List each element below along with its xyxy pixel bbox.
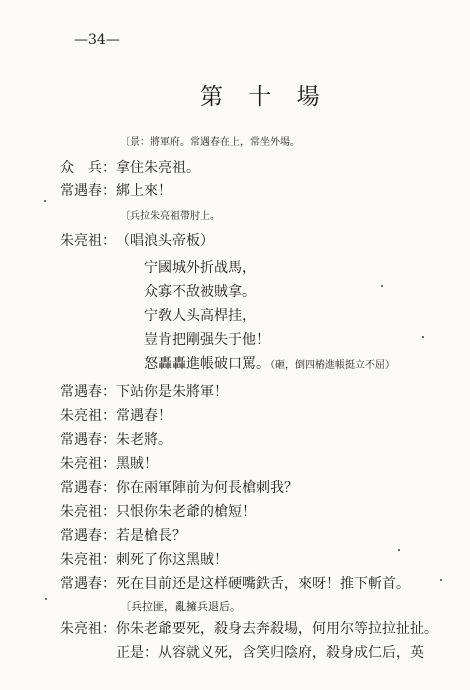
speaker-label: 朱亮祖： [60,552,116,568]
line-text: 若是槍長？ [116,528,186,544]
print-speck [440,579,442,581]
speaker-label: 朱亮祖： [60,456,116,472]
stage-direction-exit: 〔兵拉匪，亂擁兵退后。 [120,600,241,613]
dialogue-line [60,157,200,177]
continuation-line: 正是：从容就义死，含笑归陰府，殺身成仁后，英 [116,645,424,661]
speaker-label: 常遇春： [60,576,116,592]
line-text: 下站你是朱將軍！ [116,384,228,400]
line-text: 綁上來！ [116,183,172,199]
line-text: 你朱老爺要死，殺身去奔殺場，何用尔等拉拉扯扯。 [116,621,438,637]
stage-direction-bind: 〔兵拉朱亮祖帶肘上。 [120,211,220,222]
speaker-label: 常遇春： [60,384,116,400]
scene-title: 第 十 場 [200,84,329,110]
print-speck [45,598,47,600]
dialogue-line [60,453,158,473]
speaker-label: 常遇春： [60,183,116,199]
dialogue-line [60,501,256,521]
dialogue-line [60,405,172,425]
dialogue-line [60,618,438,638]
print-speck [381,285,383,287]
dialogue-line [60,549,228,569]
page-number: —34— [74,32,120,48]
verse-text: 怒轟轟進帳破口罵。 [144,356,270,372]
line-text: 朱老將。 [116,432,172,448]
stage-direction-opening: 〔景：將軍府。常遇春在上，常坐外場。 [120,137,300,148]
verse-line: 豈肯把剛强失于他！ [144,332,270,348]
verse-line [144,353,395,373]
speaker-label: 朱亮祖： [60,621,116,637]
verse-line: 众寡不敌被賊拿。 [144,284,256,300]
verse-line: 宁國城外折战馬， [144,260,256,276]
speaker-label: 常遇春： [60,528,116,544]
verse-line: 宁敎人头高桿挂， [144,308,256,324]
line-text: 死在目前还是这样硬嘴鉄舌，來呀！推下斬首。 [116,576,410,592]
print-speck [44,200,46,202]
dialogue-line [60,180,172,200]
speaker-label: 常遇春： [60,480,116,496]
dialogue-line [60,525,186,545]
speaker-label: 常遇春： [60,432,116,448]
speaker-label: 朱亮祖： [60,408,116,424]
line-text: 黑賊！ [116,456,158,472]
print-speck [398,549,400,551]
dialogue-line [60,429,172,449]
line-text: 常遇春！ [116,408,172,424]
dialogue-line [60,477,298,497]
line-text: 拿住朱亮祖。 [116,160,200,176]
line-text: （唱浪头帝板） [116,233,214,249]
dialogue-line [60,230,214,250]
verse-stage-note: （砸，倒四樁進帳挺立不屈） [270,360,395,371]
line-text: 刺死了你这黑賊！ [116,552,228,568]
speaker-label: 众 兵： [60,160,116,176]
print-speck [422,336,424,338]
line-text: 你在兩軍陣前为何長槍刺我？ [116,480,298,496]
speaker-label: 朱亮祖： [60,504,116,520]
dialogue-line [60,381,228,401]
line-text: 只恨你朱老爺的槍短！ [116,504,256,520]
speaker-label: 朱亮祖： [60,233,116,249]
dialogue-line [60,573,410,593]
